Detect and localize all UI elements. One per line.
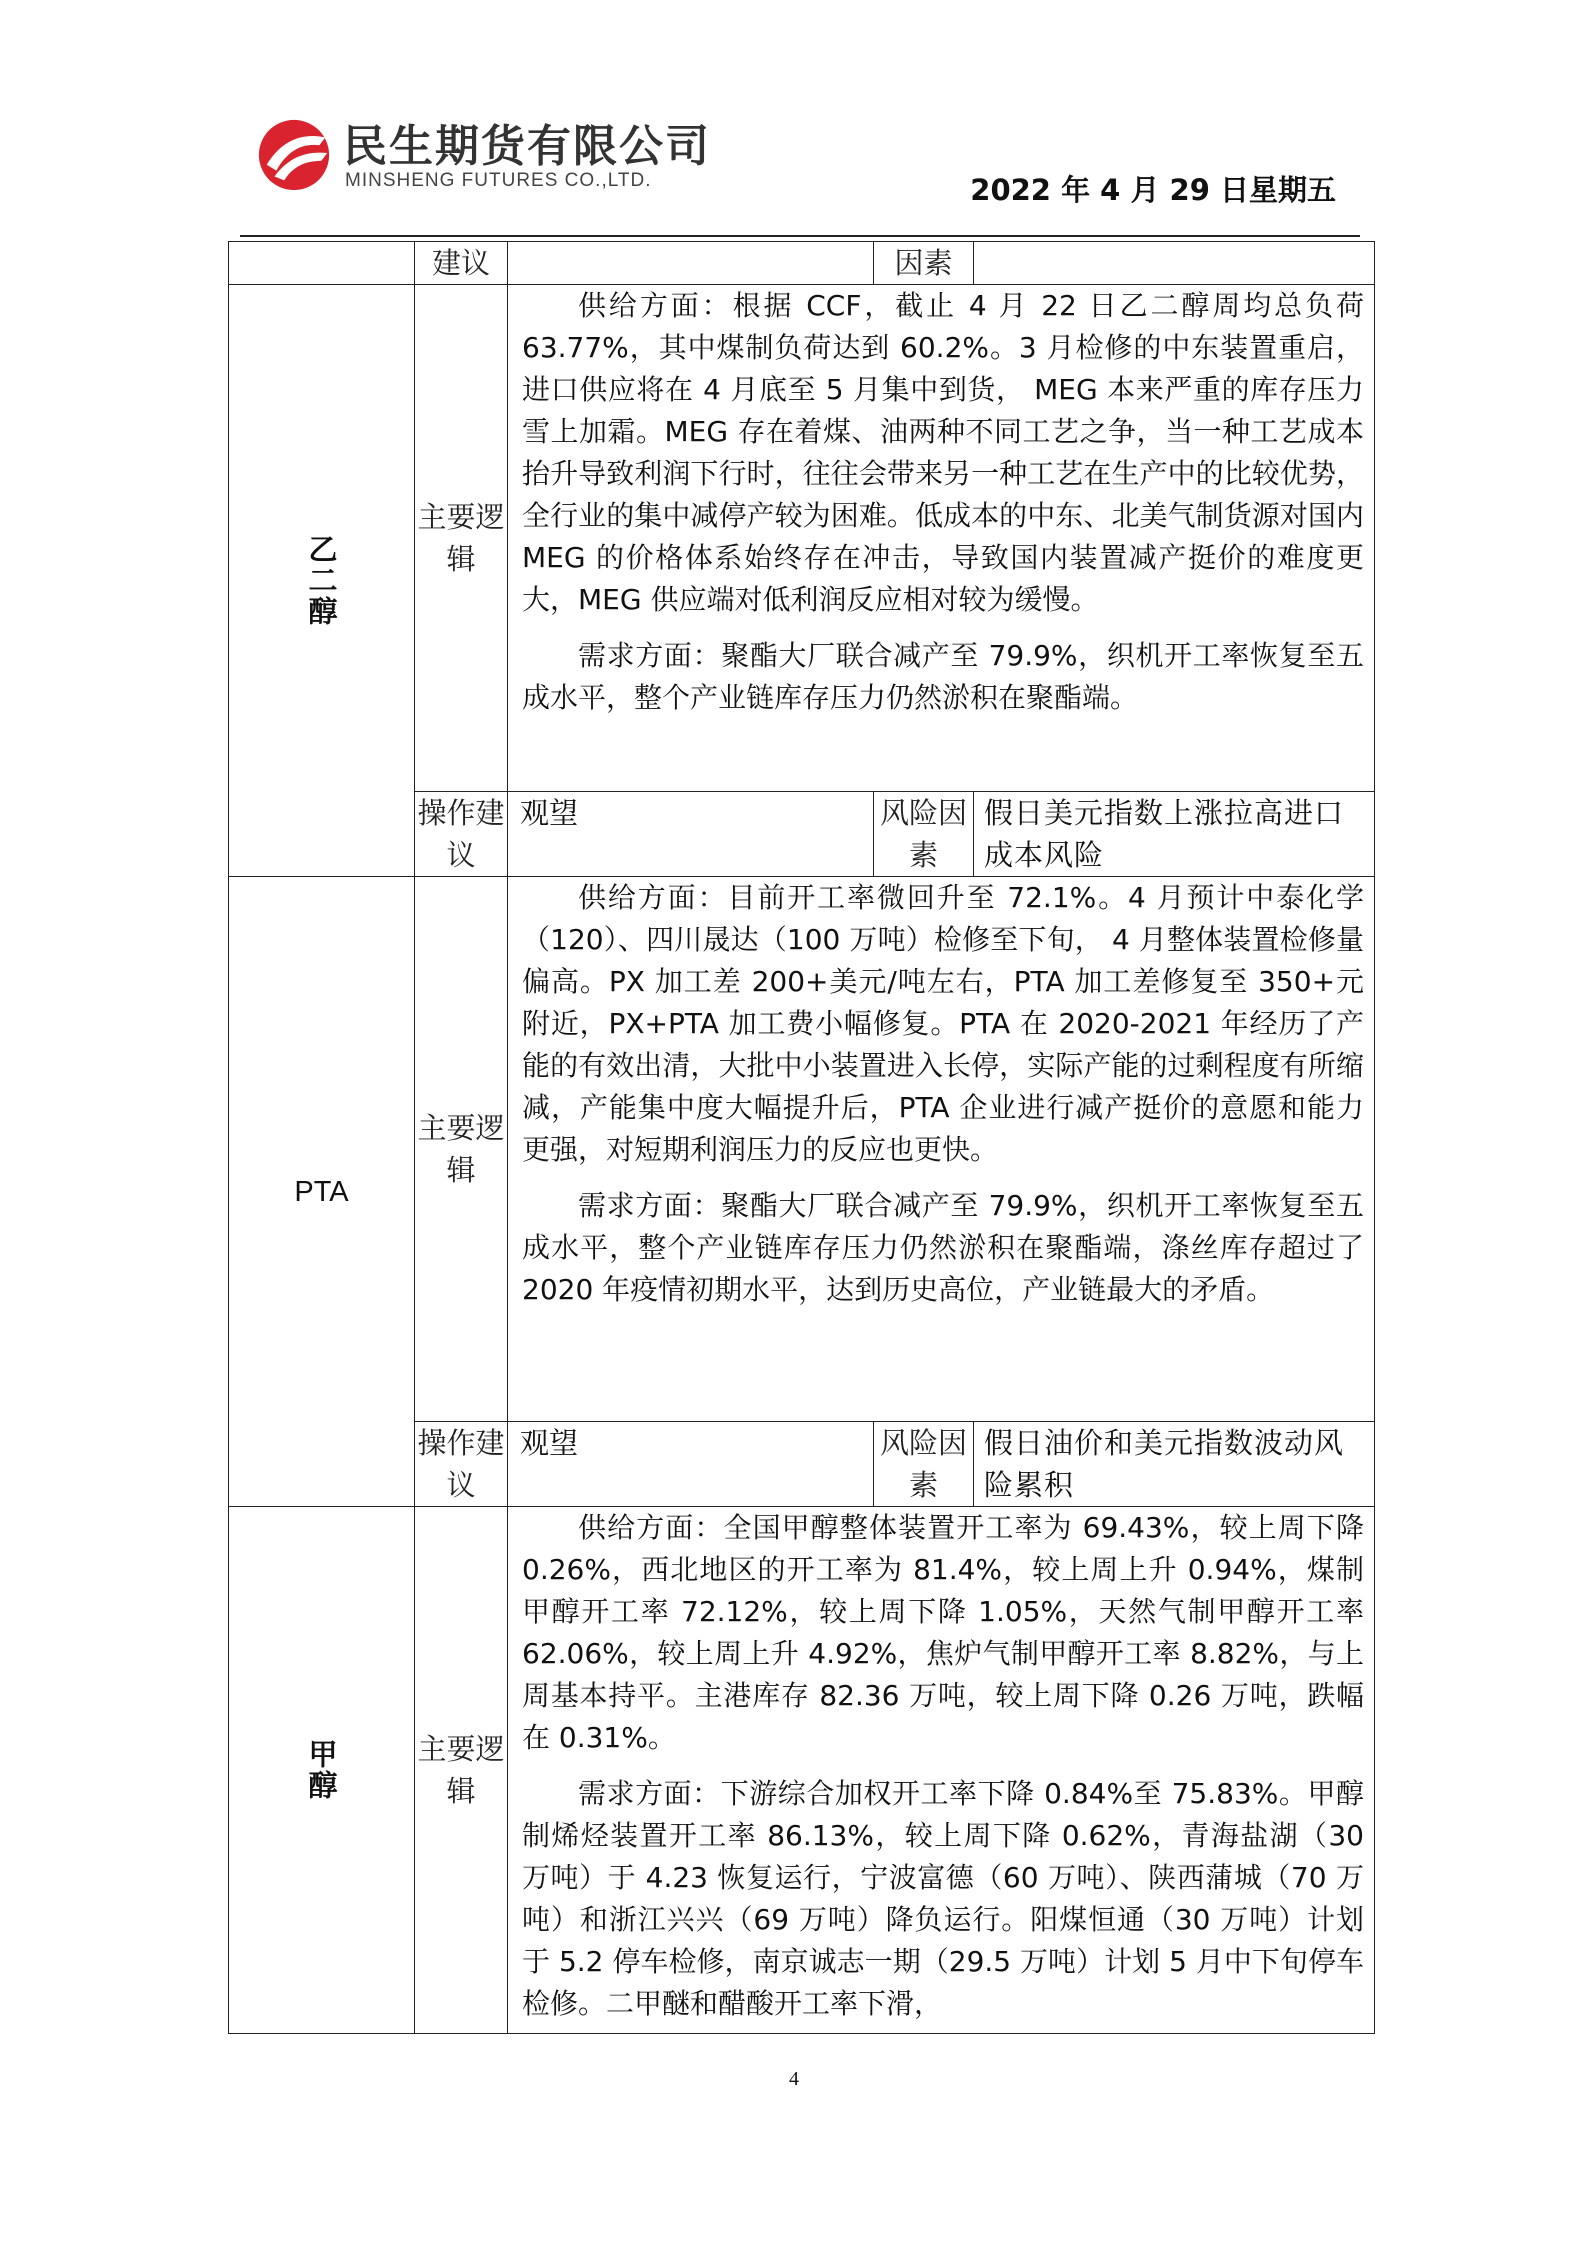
table-row-carryover [229,242,1375,285]
table-row-pta-logic [229,877,1375,1422]
header-divider [240,235,1360,237]
operation-value: 观望 [508,1422,874,1507]
supply-paragraph: 供给方面：根据 CCF，截止 4 月 22 日乙二醇周均总负荷 63.77%，其中煤制负荷达到 60.2%。3 月检修的中东装置重启，进口供应将在 4 月底至 5 月集中到货， MEG 本来严重的库存压力雪上加霜。MEG 存在着煤、油两种不同工艺之争，当一种工艺成本抬升导致利润下行时，往往会带来另一种工艺在生产中的比较优势，全行业的集中减停产较为困难。低成本的中东、北美气制货源对国内 MEG 的价格体系始终存在冲击，导致国内装置减产挺价的难度更大，MEG 供应端对低利润反应相对较为缓慢。 [522,289,1364,616]
carryover-suggestion-label: 建议 [415,242,508,285]
logic-label: 主要逻辑 [415,877,508,1422]
logo-english-name: MINSHENG FUTURES CO.,LTD. [345,170,652,191]
category-name: 乙二醇 [304,534,339,627]
table-row-meg-logic [229,285,1375,792]
category-name: PTA [294,1175,349,1208]
page-number: 4 [789,2068,799,2090]
company-logo [255,110,735,200]
supply-paragraph: 供给方面：全国甲醇整体装置开工率为 69.43%，较上周下降 0.26%，西北地区的开工率为 81.4%，较上周上升 0.94%，煤制甲醇开工率 72.12%，较上周下降 1.05%，天然气制甲醇开工率 62.06%，较上周上升 4.92%，焦炉气制甲醇开工率 8.82%，与上周基本持平。主港库存 82.36 万吨，较上周下降 0.26 万吨，跌幅在 0.31%。 [522,1511,1364,1754]
operation-label: 操作建议 [415,1422,508,1507]
logic-content [508,1507,1375,2034]
table-row-methanol-logic [229,1507,1375,2034]
logic-label: 主要逻辑 [415,285,508,792]
logo-chinese-name: 民生期货有限公司 [343,121,711,172]
category-methanol [229,1507,415,2034]
logic-content [508,285,1375,792]
logic-label: 主要逻辑 [415,1507,508,2034]
category-name: 甲醇 [304,1739,339,1801]
demand-paragraph: 需求方面：下游综合加权开工率下降 0.84%至 75.83%。甲醇制烯烃装置开工率 86.13%，较上周下降 0.62%，青海盐湖（30 万吨）于 4.23 恢复运行，宁波富德（60 万吨）、陕西蒲城（70 万吨）和浙江兴兴（69 万吨）降负运行。阳煤恒通（30 万吨）计划于 5.2 停车检修，南京诚志一期（29.5 万吨）计划 5 月中下旬停车检修。二甲醚和醋酸开工率下滑， [522,1777,1364,2020]
operation-value: 观望 [508,792,874,877]
operation-label: 操作建议 [415,792,508,877]
report-date: 2022 年 4 月 29 日星期五 [970,173,1336,207]
table-cell-empty [508,242,874,285]
carryover-factor-label: 因素 [874,242,974,285]
risk-value: 假日油价和美元指数波动风险累积 [974,1422,1375,1507]
supply-paragraph: 供给方面：目前开工率微回升至 72.1%。4 月预计中泰化学（120）、四川晟达（100 万吨）检修至下旬， 4 月整体装置检修量偏高。PX 加工差 200+美元/吨左右，PTA 加工差修复至 350+元附近，PX+PTA 加工费小幅修复。PTA 在 2020-2021 年经历了产能的有效出清，大批中小装置进入长停，实际产能的过剩程度有所缩减，产能集中度大幅提升后，PTA 企业进行减产挺价的意愿和能力更强，对短期利润压力的反应也更快。 [522,881,1364,1166]
logic-content [508,877,1375,1422]
risk-label: 风险因素 [874,1422,974,1507]
table-cell-empty [229,242,415,285]
minsheng-logo-icon [255,116,333,194]
risk-value: 假日美元指数上涨拉高进口成本风险 [974,792,1375,877]
demand-paragraph: 需求方面：聚酯大厂联合减产至 79.9%，织机开工率恢复至五成水平，整个产业链库存压力仍然淤积在聚酯端。 [522,639,1364,714]
table-cell-empty [974,242,1375,285]
category-pta [229,877,415,1507]
risk-label: 风险因素 [874,792,974,877]
demand-paragraph: 需求方面：聚酯大厂联合减产至 79.9%，织机开工率恢复至五成水平，整个产业链库存压力仍然淤积在聚酯端，涤丝库存超过了 2020 年疫情初期水平，达到历史高位，产业链最大的矛盾。 [522,1189,1364,1306]
strategy-table [228,241,1375,2034]
category-meg [229,285,415,877]
